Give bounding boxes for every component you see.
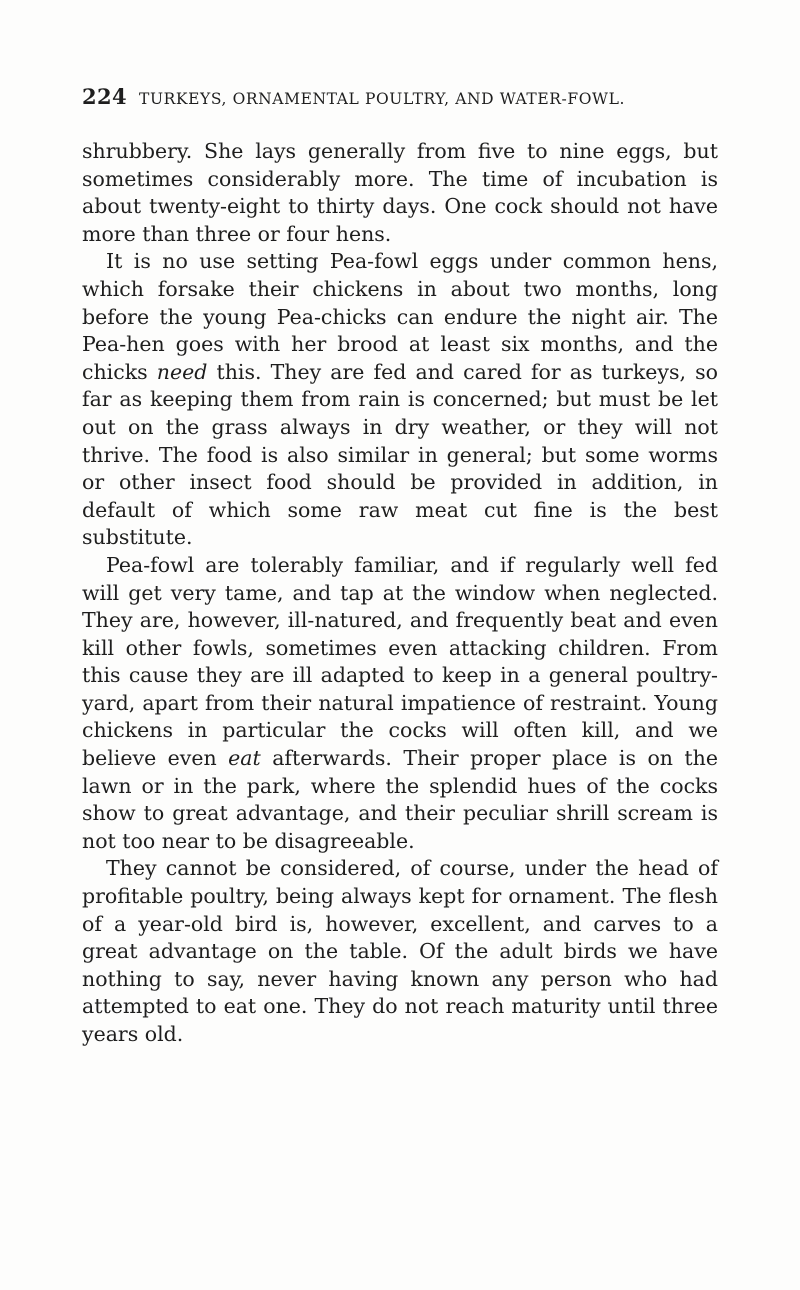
paragraph-text: It is no use setting Pea-fowl eggs under common hens, which forsake their chickens in about two months, long before the young Pea-chicks can endure the night air. The Pea-hen goes with her brood at least six months, and the chicks <box>82 249 718 384</box>
paragraph-ornament <box>82 855 718 1048</box>
paragraph-temperament <box>82 552 718 856</box>
paragraph-continuation <box>82 138 718 248</box>
italic-emphasis: eat <box>228 746 261 771</box>
paragraph-pea-chicks <box>82 248 718 552</box>
paragraph-text: this. They are fed and cared for as turkeys, so far as keeping them from rain is concerned; but must be let out on the grass always in dry weather, or they will not thrive. The food is also similar in general; but some worms or other insect food should be provided in addition, in default of which some raw meat cut fine is the best substitute. <box>82 359 718 550</box>
italic-emphasis: need <box>156 359 208 384</box>
paragraph-text: They cannot be considered, of course, under the head of profitable poultry, being always kept for ornament. The flesh of a year-old bird is, however, excellent, and carves to a great advantage on the table. Of the adult birds we have nothing to say, never having known any person who had attempted to eat one. They do not reach maturity until three years old. <box>82 856 718 1046</box>
paragraph-text: shrubbery. She lays generally from five to nine eggs, but sometimes considerably more. The time of incubation is about twenty-eight to thirty days. One cock should not have more than three or four hens. <box>82 139 718 246</box>
paragraph-text: afterwards. Their proper place is on the lawn or in the park, where the splendid hues of the cocks show to great advantage, and their peculiar shrill scream is not too near to be disagreeable. <box>82 746 719 853</box>
page-number: 224 <box>82 84 128 109</box>
running-title: TURKEYS, ORNAMENTAL POULTRY, AND WATER-FOWL. <box>139 90 625 108</box>
body-text <box>82 138 718 1049</box>
running-head <box>82 84 722 109</box>
paragraph-text: Pea-fowl are tolerably familiar, and if regularly well fed will get very tame, and tap at the window when neglected. They are, however, ill-natured, and frequently beat and even kill other fowls, sometimes even attacking children. From this cause they are ill adapted to keep in a general poultry-yard, apart from their natural impatience of restraint. Young chickens in particular the cocks will often kill, and we believe even <box>82 552 718 771</box>
